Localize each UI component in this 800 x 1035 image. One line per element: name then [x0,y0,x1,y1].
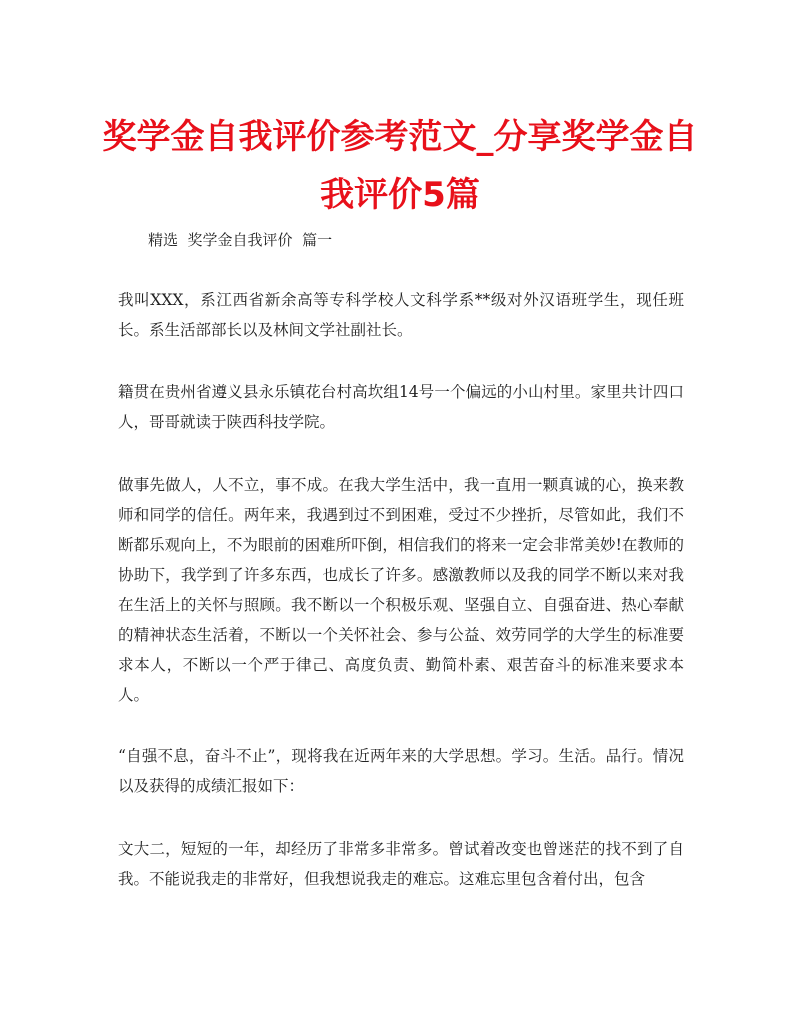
paragraph-1: 我叫XXX，系江西省新余高等专科学校人文科学系**级对外汉语班学生，现任班长。系生活部部长以及林间文学社副社长。 [118,291,684,339]
paragraph-2: 籍贯在贵州省遵义县永乐镇花台村高坎组14号一个偏远的小山村里。家里共计四口人，哥哥就读于陕西科技学院。 [118,383,684,431]
paragraph-3: 做事先做人，人不立，事不成。在我大学生活中，我一直用一颗真诚的心，换来教师和同学的信任。两年来，我遇到过不到困难，受过不少挫折，尽管如此，我们不断都乐观向上，不为眼前的困难所吓倒，相信我们的将来一定会非常美妙!在教师的协助下，我学到了许多东西，也成长了许多。感激教师以及我的同学不断以来对我在生活上的关怀与照顾。我不断以一个积极乐观、坚强自立、自强奋进、热心奉献的精神状态生活着，不断以一个关怀社会、参与公益、效劳同学的大学生的标准要求本人，不断以一个严于律己、高度负责、勤简朴素、艰苦奋斗的标准来要求本人。 [118,476,684,704]
document-title: 奖学金自我评价参考范文_分享奖学金自我评价5篇 [102,117,698,215]
paragraph-4: “自强不息，奋斗不止”，现将我在近两年来的大学思想。学习。生活。品行。情况以及获得的成绩汇报如下： [118,747,684,795]
paragraph-5: 文大二，短短的一年，却经历了非常多非常多。曾试着改变也曾迷茫的找不到了自我。不能说我走的非常好，但我想说我走的难忘。这难忘里包含着付出，包含 [118,840,684,888]
section-heading: 精选 奖学金自我评价 篇一 [148,231,333,249]
